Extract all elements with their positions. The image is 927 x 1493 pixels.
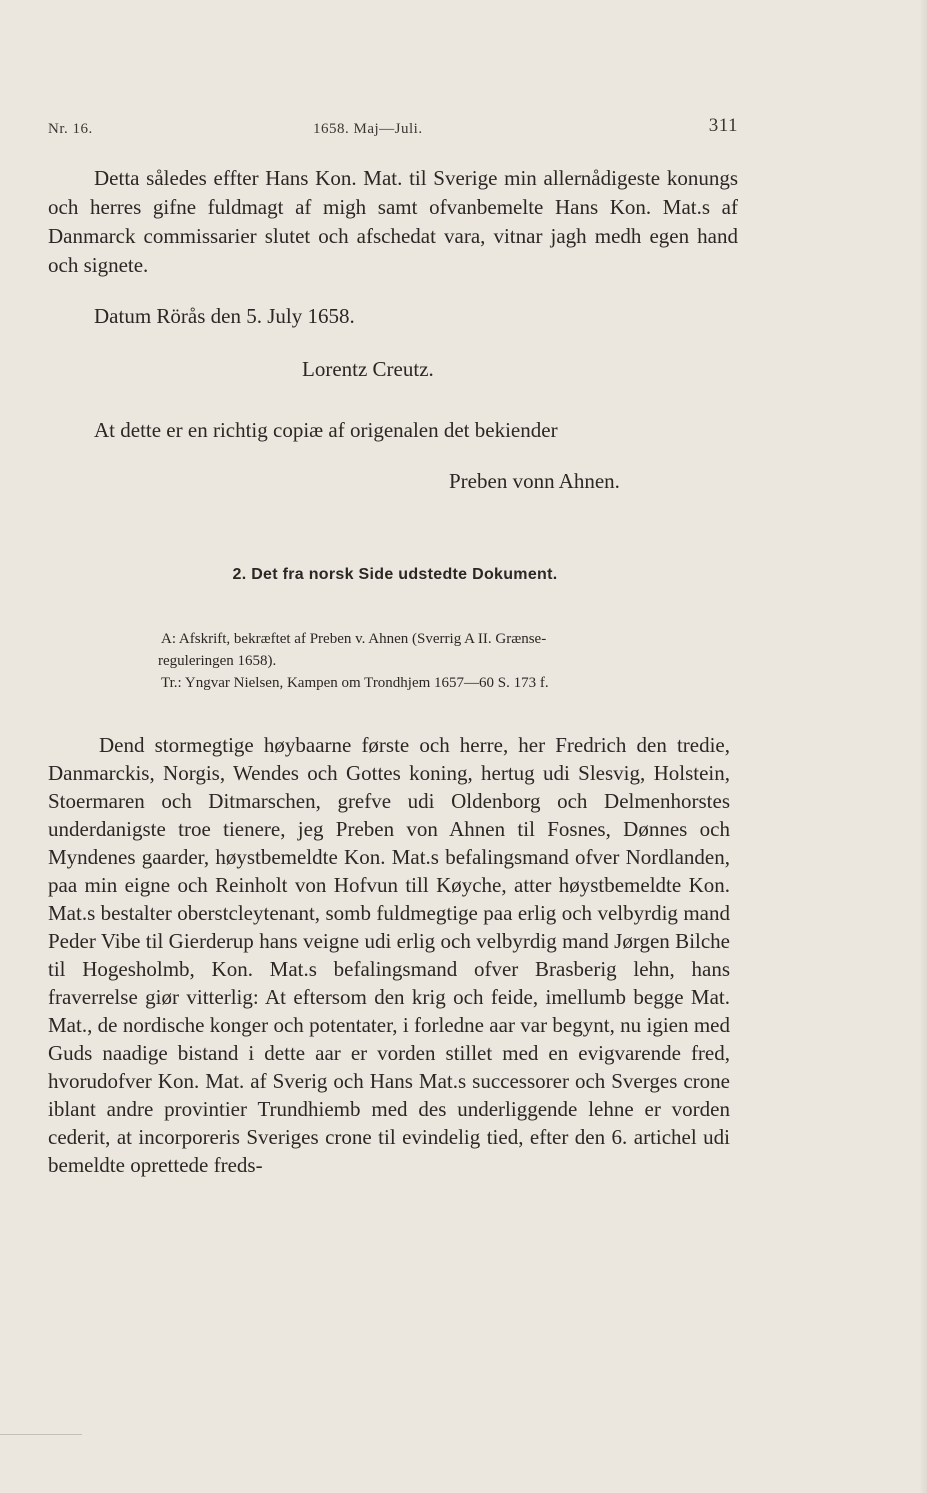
section-heading: 2. Det fra norsk Side udstedte Dokument. [232,566,558,583]
dated-line: Datum Rörås den 5. July 1658. [94,304,355,328]
document-body-text: Dend stormegtige høybaarne første och herre, her Fredrich den tredie, Danmarckis, Norgis, Wendes och Gottes koning, hertug udi Slesvig, Holstein, Stoermaren och Ditmarschen, grefve udi Oldenborg och Delmenhorstes underdanigste troe tienere, jeg Preben von Ahnen til Fosnes, Dønnes och Myndenes gaarder, høystbemeldte Kon. Mat.s befalingsmand ofver Nordlanden, paa min eigne och Reinholt von Hofvun till Køyche, atter høystbemeldte Kon. Mat.s bestalter oberstcleytenant, somb fuldmegtige paa erlig och velbyrdig mand Peder Vibe til Gierderup hans veigne udi erlig och velbyrdig mand Jørgen Bilche til Hogesholmb, Kon. Mat.s befalingsmand ofver Brasberig lehn, hans fraverrelse giør vitterlig: At eftersom den krig och feide, imellumb begge Mat. Mat., de nordische konger och potentater, i forledne aar var begynt, nu igien med Guds naadige bistand i dette aar er vorden stillet med en evigvarende fred, hvorudofver Kon. Mat. af Sverig och Hans Mat.s successorer och Sverges crone iblant andre provintier Trundhiemb med des underliggende lehne er vorden cederit, at incorporeris Sveriges crone til evindelig tied, efter den 6. artichel udi bemeldte oprettede freds- [48,733,730,1177]
page-number: 311 [708,115,738,136]
signature-creutz: Lorentz Creutz. [302,357,434,381]
source-note [158,628,731,694]
running-header [48,117,738,145]
source-line-1: A: Afskrift, bekræftet af Preben v. Ahnen (Sverrig A II. Grænse- [161,631,547,647]
closing-paragraph-text: Detta således effter Hans Kon. Mat. til Sverige min allernådigeste konungs och herres gifne fuldmagt af migh samt ofvanbemelte Hans Kon. Mat.s af Danmarck commissarier slutet och afschedat vara, vitnar jagh medh egen hand och signete. [48,166,738,277]
document-body [48,731,730,1179]
issue-number: Nr. 16. [48,121,93,137]
scan-artifact-line [0,1434,82,1435]
signature-ahnen: Preben vonn Ahnen. [449,469,620,493]
date-range: 1658. Maj—Juli. [313,121,423,137]
source-line-2: reguleringen 1658). [158,653,277,669]
attestation-line: At dette er en richtig copiæ af origenalen det bekiender [94,418,558,442]
source-line-3: Tr.: Yngvar Nielsen, Kampen om Trondhjem 1657—60 S. 173 f. [161,675,549,691]
closing-paragraph [48,164,738,280]
